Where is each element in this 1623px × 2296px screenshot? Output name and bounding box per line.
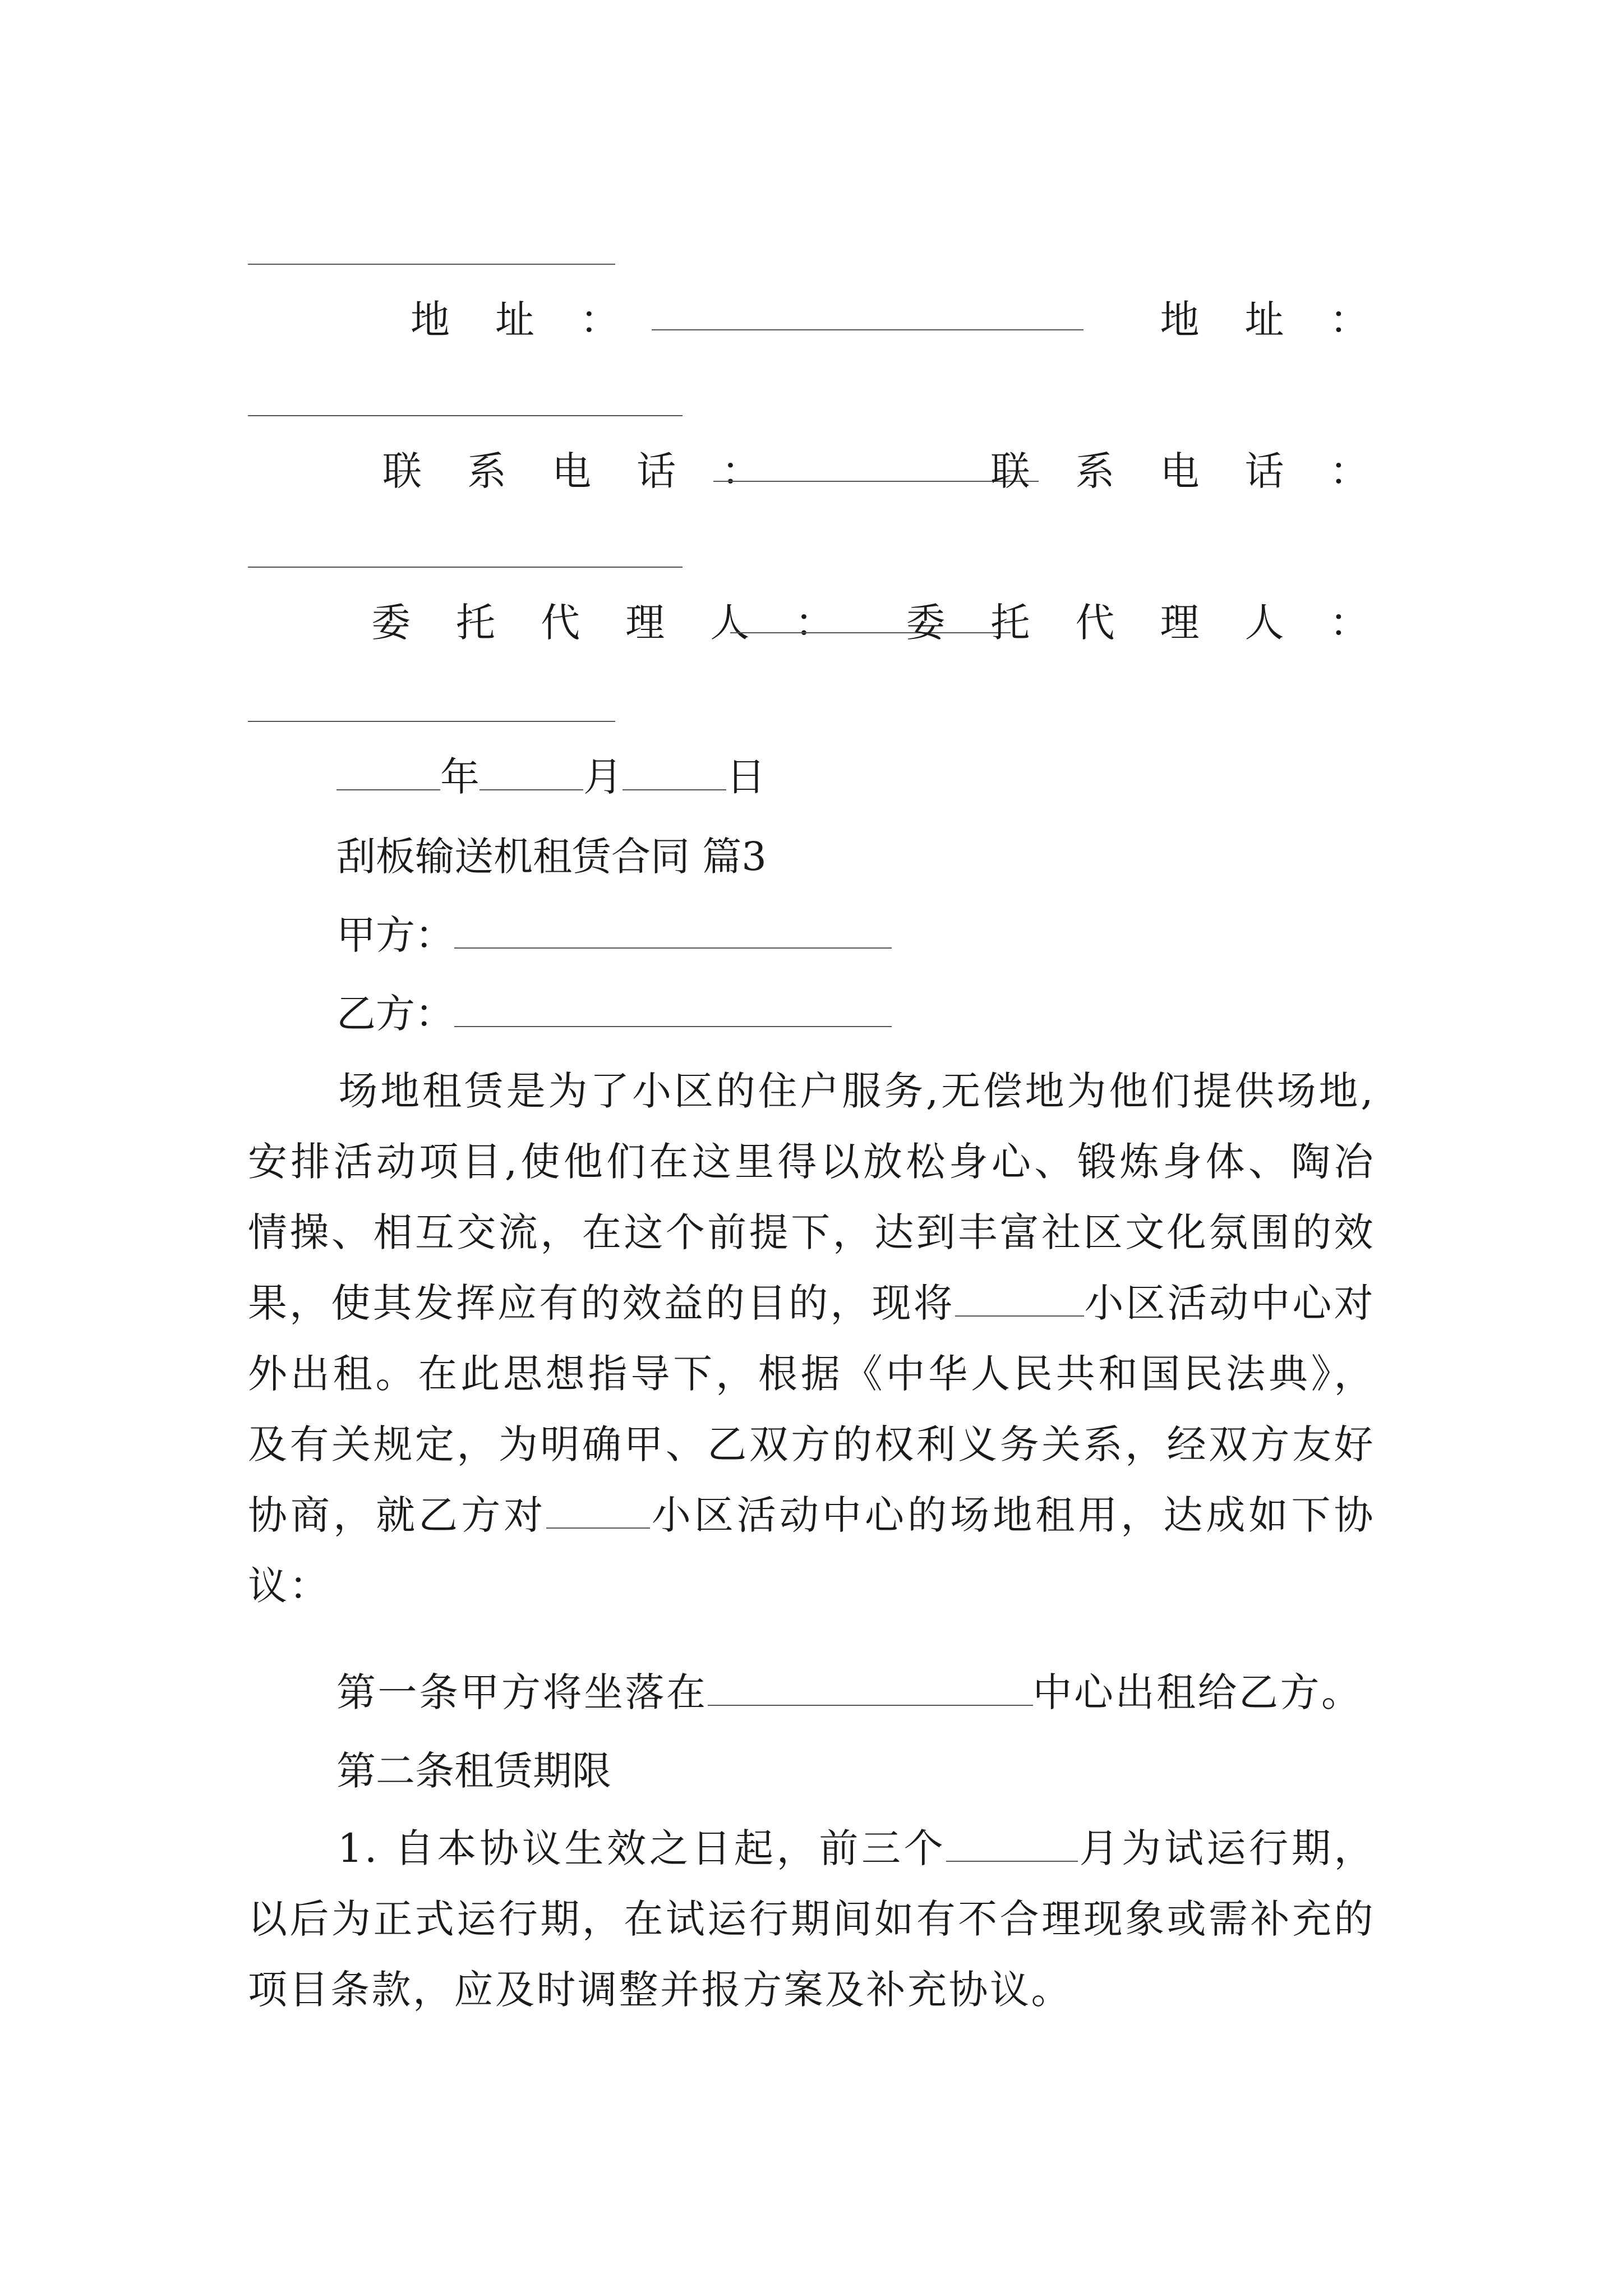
intro-paragraph (248, 1056, 1375, 1621)
party-b-label: 乙方： (336, 991, 454, 1037)
phone-blank-party-b (248, 567, 683, 568)
phone-label-party-a: 联 系 电 话 ： (382, 448, 777, 494)
item-1-text-b: 月为试运行期，以后为正式运行期，在试运行期间如有不合理现象或需补充的项目条款，应及时调整并报方案及补充协议。 (248, 1825, 1375, 2013)
community-name-blank (955, 1282, 1084, 1317)
address-blank-party-b (248, 415, 683, 416)
phone-blank-party-a (713, 481, 1039, 482)
agent-label-party-b: 委 托 代 理 人 ： (906, 600, 1385, 646)
address-blank-party-a (652, 329, 1083, 330)
year-blank (336, 756, 440, 790)
signature-blank-line (248, 264, 615, 265)
date-line (336, 746, 766, 808)
intro-text-3: 小区活动中心的场地租用，达成如下协议： (248, 1492, 1376, 1609)
intro-text-2: 小区活动中心对外出租。在此思想指导下，根据《中华人民共和国民法典》，及有关规定，为明确甲、乙双方的权利义务关系，经双方友好协商，就乙方对 (248, 1280, 1376, 1538)
month-count-blank (946, 1827, 1078, 1862)
day-label: 日 (726, 754, 766, 800)
article-1-text-a: 第一条甲方将坐落在 (336, 1669, 708, 1715)
address-row (248, 289, 1385, 351)
party-b-line (336, 983, 892, 1045)
community-name-blank-2 (546, 1494, 650, 1529)
location-blank (708, 1671, 1033, 1706)
intro-text-1: 场地租赁是为了小区的住户服务,无偿地为他们提供场地,安排活动项目,使他们在这里得以放松身心、锻炼身体、陶冶情操、相互交流，在这个前提下，达到丰富社区文化氛围的效果，使其发挥应有的效益的目的，现将 (248, 1068, 1375, 1326)
party-a-label: 甲方： (336, 912, 454, 958)
phone-label-party-b: 联 系 电 话 ： (990, 448, 1385, 494)
year-label: 年 (440, 754, 479, 800)
party-b-blank (454, 992, 892, 1027)
agent-label-party-a: 委 托 代 理 人 ： (371, 600, 851, 646)
article-2-title: 第二条租赁期限 (336, 1748, 611, 1794)
item-1-text-a: 1. 自本协议生效之日起，前三个 (338, 1825, 947, 1871)
address-label-party-b: 地 址 ： (1160, 297, 1385, 343)
party-a-blank (454, 914, 892, 949)
contract-title: 刮板输送机租赁合同 篇3 (336, 834, 767, 880)
agent-row (248, 592, 1385, 654)
article-1 (336, 1662, 1363, 1723)
month-blank (479, 756, 583, 790)
day-blank (623, 756, 726, 790)
month-label: 月 (583, 754, 623, 800)
item-1-paragraph (248, 1813, 1375, 2025)
phone-row (248, 440, 1385, 502)
article-1-text-b: 中心出租给乙方。 (1032, 1669, 1363, 1715)
agent-blank-party-b (248, 721, 615, 722)
party-a-line (336, 904, 892, 966)
address-label-party-a: 地 址 ： (411, 297, 636, 343)
